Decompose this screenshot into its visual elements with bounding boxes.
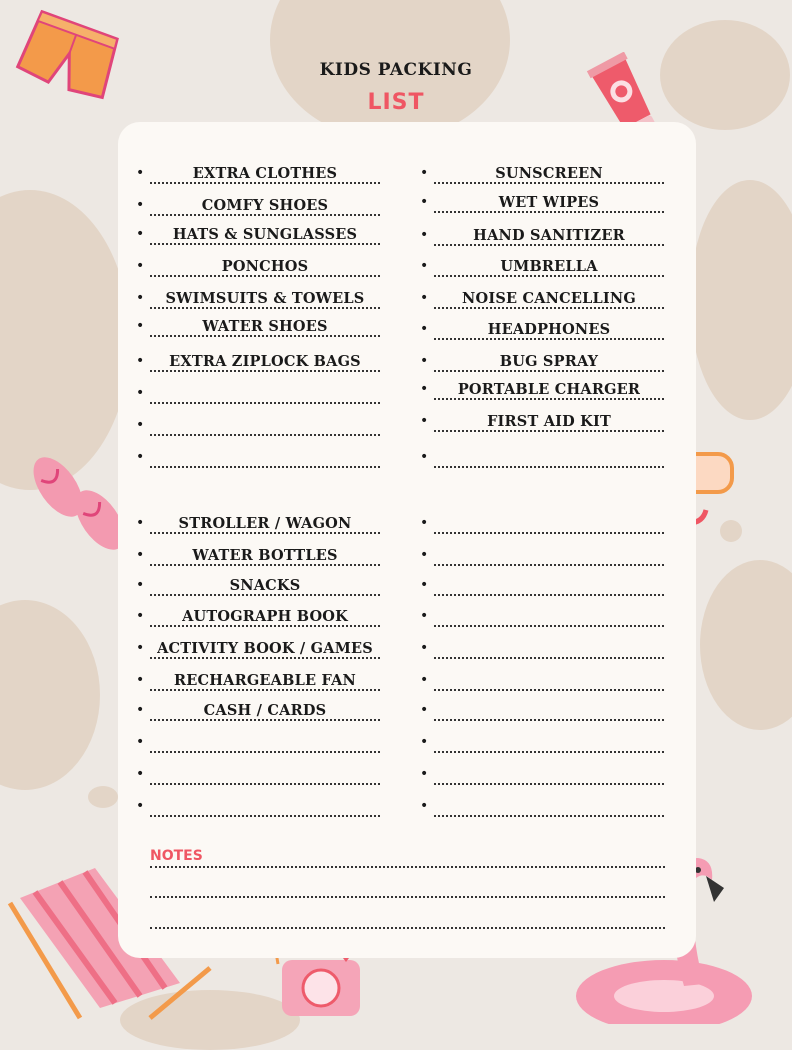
bullet-icon: • — [420, 608, 429, 624]
dotted-line — [150, 625, 380, 627]
bullet-icon: • — [136, 672, 145, 688]
list-item[interactable] — [420, 348, 664, 374]
list-item-label: NOISE CANCELLING — [462, 290, 636, 307]
bullet-icon: • — [420, 734, 429, 750]
dotted-line — [434, 338, 664, 340]
bullet-icon: • — [136, 449, 145, 465]
dotted-line — [434, 564, 664, 566]
dotted-line — [150, 564, 380, 566]
list-item-label: EXTRA CLOTHES — [192, 165, 338, 182]
bullet-icon: • — [420, 165, 429, 181]
list-item-label: SWIMSUITS & TOWELS — [165, 290, 365, 307]
dotted-line — [434, 625, 664, 627]
dotted-line — [150, 434, 380, 436]
bullet-icon: • — [136, 290, 145, 306]
dotted-line — [434, 244, 664, 246]
dotted-line — [434, 719, 664, 721]
list-item[interactable] — [136, 412, 380, 438]
dotted-line — [434, 430, 664, 432]
bullet-icon: • — [136, 766, 145, 782]
list-item-label: BUG SPRAY — [499, 353, 599, 370]
list-item[interactable] — [136, 285, 380, 311]
list-item-label: PORTABLE CHARGER — [457, 381, 641, 398]
list-item[interactable] — [420, 793, 664, 819]
list-item[interactable] — [136, 635, 380, 661]
list-item-label: HATS & SUNGLASSES — [172, 226, 358, 243]
dotted-line — [150, 307, 380, 309]
list-item-label: UMBRELLA — [500, 258, 598, 275]
list-item[interactable] — [420, 376, 664, 402]
bullet-icon: • — [420, 321, 429, 337]
list-item[interactable] — [420, 603, 664, 629]
list-item[interactable] — [136, 348, 380, 374]
list-item[interactable] — [136, 380, 380, 406]
list-item[interactable] — [136, 542, 380, 568]
dotted-line — [434, 815, 664, 817]
bullet-icon: • — [420, 413, 429, 429]
list-item-label: CASH / CARDS — [203, 702, 327, 719]
list-item-label: PONCHOS — [221, 258, 309, 275]
list-item[interactable] — [136, 729, 380, 755]
bullet-icon: • — [136, 385, 145, 401]
list-item[interactable] — [420, 542, 664, 568]
dotted-line — [434, 657, 664, 659]
dotted-line — [150, 532, 380, 534]
list-item-label: WET WIPES — [498, 194, 600, 211]
bullet-icon: • — [136, 702, 145, 718]
list-item[interactable] — [420, 510, 664, 536]
list-item-label: HEADPHONES — [487, 321, 611, 338]
dotted-line — [434, 594, 664, 596]
list-item[interactable] — [136, 667, 380, 693]
bullet-icon: • — [136, 734, 145, 750]
bullet-icon: • — [136, 608, 145, 624]
bullet-icon: • — [420, 381, 429, 397]
list-item[interactable] — [136, 793, 380, 819]
dotted-line — [150, 275, 380, 277]
dotted-line — [150, 594, 380, 596]
list-item-label: SNACKS — [229, 577, 301, 594]
bullet-icon: • — [420, 766, 429, 782]
bullet-icon: • — [136, 226, 145, 242]
list-item[interactable] — [420, 189, 664, 215]
list-item-label: STROLLER / WAGON — [178, 515, 352, 532]
list-item-label: FIRST AID KIT — [487, 413, 611, 430]
bullet-icon: • — [420, 449, 429, 465]
list-item[interactable] — [420, 729, 664, 755]
list-item-label: EXTRA ZIPLOCK BAGS — [169, 353, 361, 370]
dotted-line — [150, 657, 380, 659]
bullet-icon: • — [420, 515, 429, 531]
bullet-icon: • — [136, 640, 145, 656]
dotted-line — [150, 370, 380, 372]
list-item-label: RECHARGEABLE FAN — [173, 672, 357, 689]
dotted-line — [434, 689, 664, 691]
dotted-line — [150, 751, 380, 753]
dotted-line — [434, 783, 664, 785]
list-item[interactable] — [420, 667, 664, 693]
background-blob — [700, 560, 792, 730]
bullet-icon: • — [420, 227, 429, 243]
list-item[interactable] — [420, 635, 664, 661]
list-item[interactable] — [420, 316, 664, 342]
list-item[interactable] — [420, 572, 664, 598]
dotted-line — [150, 815, 380, 817]
bullet-icon: • — [136, 258, 145, 274]
list-item-label: HAND SANITIZER — [473, 227, 625, 244]
dotted-line — [150, 719, 380, 721]
dotted-line — [150, 243, 380, 245]
notes-line[interactable] — [150, 866, 665, 868]
list-item[interactable] — [136, 572, 380, 598]
list-item[interactable] — [136, 160, 380, 186]
notes-line[interactable] — [150, 896, 665, 898]
bullet-icon: • — [420, 258, 429, 274]
bullet-icon: • — [420, 577, 429, 593]
list-item[interactable] — [136, 221, 380, 247]
list-item[interactable] — [136, 510, 380, 536]
bullet-icon: • — [420, 547, 429, 563]
bullet-icon: • — [420, 353, 429, 369]
background-blob — [88, 786, 118, 808]
list-item[interactable] — [420, 408, 664, 434]
dotted-line — [434, 466, 664, 468]
bullet-icon: • — [136, 417, 145, 433]
list-item[interactable] — [420, 253, 664, 279]
bullet-icon: • — [136, 515, 145, 531]
bullet-icon: • — [136, 318, 145, 334]
dotted-line — [150, 182, 380, 184]
list-item-label: SUNSCREEN — [495, 165, 603, 182]
list-item[interactable] — [420, 160, 664, 186]
bullet-icon: • — [420, 290, 429, 306]
dotted-line — [150, 214, 380, 216]
dotted-line — [434, 370, 664, 372]
list-item[interactable] — [136, 313, 380, 339]
bullet-icon: • — [420, 702, 429, 718]
dotted-line — [434, 532, 664, 534]
bullet-icon: • — [136, 547, 145, 563]
dotted-line — [150, 402, 380, 404]
list-item[interactable] — [420, 285, 664, 311]
bullet-icon: • — [136, 165, 145, 181]
list-item[interactable] — [420, 222, 664, 248]
list-item-label: AUTOGRAPH BOOK — [182, 608, 348, 625]
bullet-icon: • — [136, 353, 145, 369]
bullet-icon: • — [420, 640, 429, 656]
dotted-line — [434, 211, 664, 213]
list-item-label: ACTIVITY BOOK / GAMES — [157, 640, 373, 657]
dotted-line — [150, 783, 380, 785]
bullet-icon: • — [420, 798, 429, 814]
bullet-icon: • — [136, 798, 145, 814]
page-subtitle: LIST — [367, 90, 425, 115]
list-item[interactable] — [136, 253, 380, 279]
dotted-line — [434, 398, 664, 400]
list-item[interactable] — [136, 444, 380, 470]
dotted-line — [434, 182, 664, 184]
dotted-line — [434, 751, 664, 753]
list-item[interactable] — [420, 697, 664, 723]
list-item[interactable] — [420, 761, 664, 787]
list-item-label: WATER SHOES — [202, 318, 328, 335]
list-item[interactable] — [136, 603, 380, 629]
list-item[interactable] — [136, 697, 380, 723]
list-item[interactable] — [136, 192, 380, 218]
notes-label: NOTES — [150, 848, 203, 864]
notes-line[interactable] — [150, 927, 665, 929]
bullet-icon: • — [420, 672, 429, 688]
dotted-line — [150, 689, 380, 691]
dotted-line — [150, 335, 380, 337]
bullet-icon: • — [136, 577, 145, 593]
background-blob — [0, 600, 100, 790]
dotted-line — [150, 466, 380, 468]
list-item[interactable] — [136, 761, 380, 787]
bullet-icon: • — [136, 197, 145, 213]
dotted-line — [434, 275, 664, 277]
bullet-icon: • — [420, 194, 429, 210]
dotted-line — [434, 307, 664, 309]
list-item[interactable] — [420, 444, 664, 470]
list-item-label: COMFY SHOES — [201, 197, 329, 214]
background-blob — [690, 180, 792, 420]
page-title: KIDS PACKING — [319, 60, 473, 80]
list-item-label: WATER BOTTLES — [192, 547, 338, 564]
